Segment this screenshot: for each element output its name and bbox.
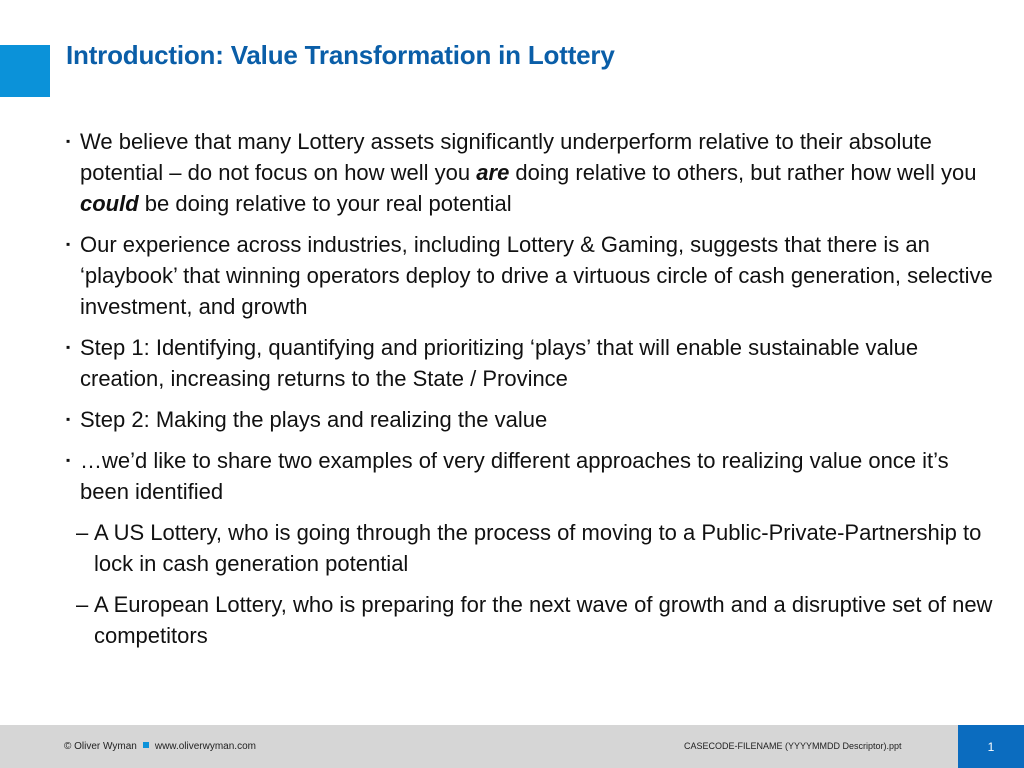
bullet-text: Step 2: Making the plays and realizing the value (80, 407, 548, 432)
sub-bullet-item (66, 517, 996, 579)
footer-copyright: © Oliver Wyman (64, 741, 137, 752)
emphasis-could: could (80, 191, 139, 216)
footer-website-link[interactable]: www.oliverwyman.com (154, 741, 256, 752)
bullet-square-icon: ▪ (66, 134, 71, 148)
footer-square-icon (143, 742, 149, 748)
bullet-text: Step 1: Identifying, quantifying and prioritizing ‘plays’ that will enable sustainable value creation, increasing returns to the State / Province (80, 335, 919, 391)
bullet-text-part: be doing relative to your real potential (138, 191, 512, 216)
bullet-text-part: We believe that many Lottery assets significantly underperform relative to their absolute potential – do not focus on how well you (80, 129, 932, 185)
bullet-square-icon: ▪ (66, 340, 71, 354)
dash-marker: – (76, 520, 89, 545)
footer-filename: CASECODE-FILENAME (YYYYMMDD Descriptor).ppt (684, 741, 902, 751)
bullet-square-icon: ▪ (66, 237, 71, 251)
slide-body (66, 126, 996, 661)
slide-title: Introduction: Value Transformation in Lottery (66, 40, 615, 70)
bullet-text: Our experience across industries, including Lottery & Gaming, suggests that there is an ‘playbook’ that winning operators deploy to drive a virtuous circle of cash generation, selective investment, and growth (80, 232, 993, 319)
footer-bar (0, 725, 1024, 768)
title-accent-block (0, 45, 50, 97)
dash-marker: – (76, 592, 89, 617)
bullet-square-icon: ▪ (66, 412, 71, 426)
bullet-item (66, 332, 996, 394)
bullet-square-icon: ▪ (66, 453, 71, 467)
sub-bullet-item (66, 589, 996, 651)
bullet-item (66, 445, 996, 507)
bullet-text (80, 126, 996, 219)
bullet-item (66, 404, 996, 435)
sub-bullet-text: A US Lottery, who is going through the process of moving to a Public-Private-Partnership to lock in cash generation potential (94, 520, 982, 576)
bullet-item (66, 229, 996, 322)
emphasis-are: are (476, 160, 510, 185)
page-number: 1 (958, 725, 1024, 768)
bullet-text-part: doing relative to others, but rather how well you (509, 160, 977, 185)
bullet-item (66, 126, 996, 219)
bullet-text: …we’d like to share two examples of very different approaches to realizing value once it’s been identified (80, 448, 949, 504)
sub-bullet-text: A European Lottery, who is preparing for the next wave of growth and a disruptive set of new competitors (94, 592, 993, 648)
footer-brand (64, 741, 256, 752)
